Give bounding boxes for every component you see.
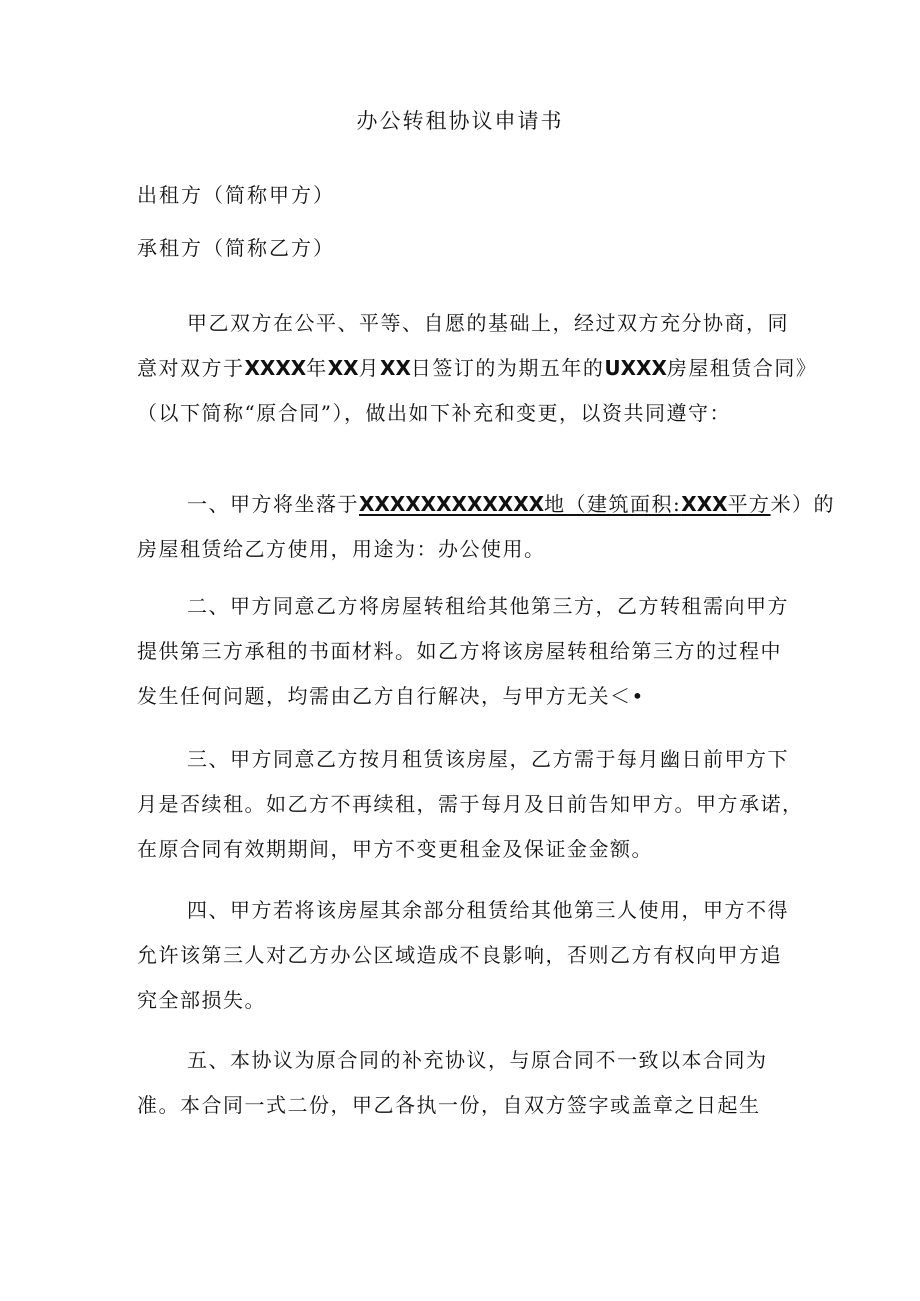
- clause-1-line-1: [137, 482, 836, 527]
- property-address: XXXXXXXXXXXX: [359, 492, 545, 516]
- clause-3: [137, 737, 804, 872]
- clause-2: [137, 584, 797, 719]
- intro-line-3: （以下简称“原合同”），做出如下补充和变更，以资共同遵守：: [137, 401, 731, 425]
- clause-4-line-1: 四、甲方若将该房屋其余部分租赁给其他第三人使用，甲方不得: [187, 898, 789, 922]
- intro-text: 房屋租赁合同》: [666, 356, 818, 380]
- clause-text: 米）的: [770, 492, 836, 516]
- document-title: 办公转租协议申请书: [356, 109, 564, 133]
- intro-line-2: [137, 346, 818, 391]
- clause-4: [137, 888, 797, 1023]
- clause-5-line-2: 准。本合同一式二份，甲乙各执一份，自双方签字或盖章之日起生: [137, 1093, 761, 1117]
- area-unit: 平方: [727, 492, 771, 516]
- clause-text: 一、甲方将坐落于: [187, 492, 359, 516]
- clause-1: [137, 482, 836, 572]
- lessee-label: 承租方（简称乙方）: [137, 236, 335, 260]
- contract-year: XXXX: [244, 356, 307, 380]
- contract-day: XX: [380, 356, 411, 380]
- clause-2-line-2: 提供第三方承租的书面材料。如乙方将该房屋转租给第三方的过程中: [137, 639, 782, 663]
- intro-text: 日签订的为期五年的: [410, 356, 605, 380]
- clause-3-line-3: 在原合同有效期期间，甲方不变更租金及保证金金额。: [137, 837, 653, 861]
- clause-5: [137, 1038, 797, 1128]
- clause-3-line-1: 三、甲方同意乙方按月租赁该房屋，乙方需于每月幽日前甲方下: [187, 747, 789, 771]
- contract-month: XX: [327, 356, 359, 380]
- clause-4-line-3: 究全部损失。: [137, 988, 266, 1012]
- clause-text: 地（建筑面积:: [544, 492, 682, 516]
- intro-paragraph: [137, 301, 818, 436]
- clause-2-line-1: 二、甲方同意乙方将房屋转租给其他第三方，乙方转租需向甲方: [187, 594, 789, 618]
- intro-text: 月: [358, 356, 381, 380]
- property-area: XXX: [681, 492, 728, 516]
- contract-code: UXXX: [604, 356, 667, 380]
- clause-4-line-2: 允许该第三人对乙方办公区域造成不良影响，否则乙方有权向甲方追: [137, 943, 782, 967]
- intro-text: 年: [306, 356, 328, 380]
- intro-line-1: 甲乙双方在公平、平等、自愿的基础上，经过双方充分协商，同: [187, 311, 789, 335]
- intro-text: 意对双方于: [137, 356, 245, 380]
- clause-2-line-3: 发生任何问题，均需由乙方自行解决，与甲方无关＜•: [137, 684, 645, 708]
- clause-3-line-2: 月是否续租。如乙方不再续租，需于每月及日前告知甲方。甲方承诺，: [137, 792, 804, 816]
- clause-1-line-2: 房屋租赁给乙方使用，用途为：办公使用。: [137, 537, 546, 561]
- lessor-label: 出租方（简称甲方）: [137, 183, 335, 207]
- clause-5-line-1: 五、本协议为原合同的补充协议，与原合同不一致以本合同为: [187, 1048, 768, 1072]
